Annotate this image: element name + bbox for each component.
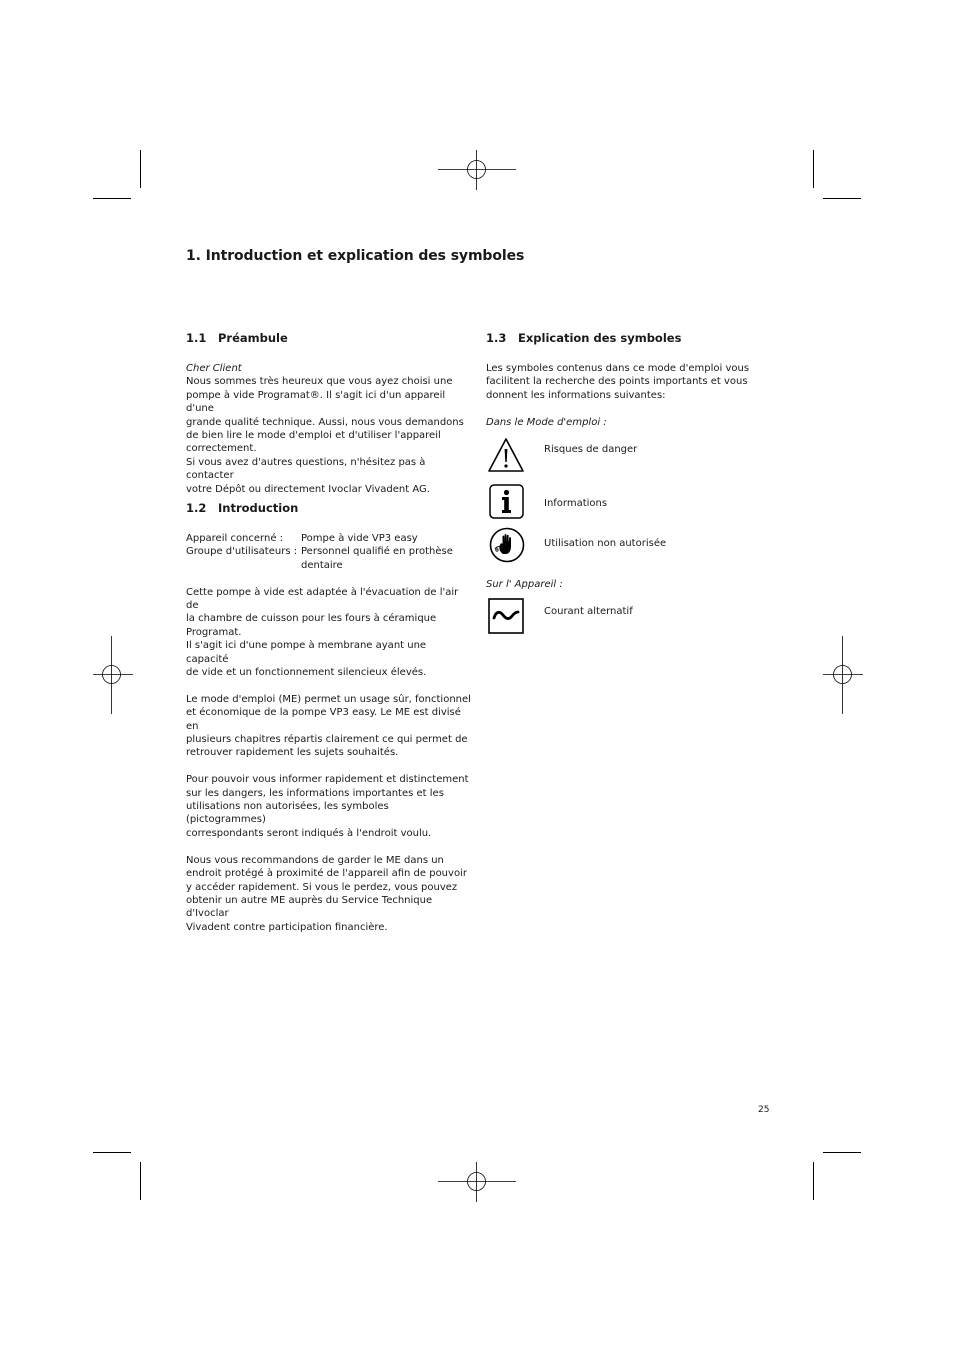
symbols-intro: Les symboles contenus dans ce mode d'emploi vous facilitent la recherche des points importants et vous donnent les informations suivantes:	[486, 363, 750, 401]
section-introduction	[186, 501, 471, 934]
spec-value: Pompe à vide VP3 easy	[301, 533, 418, 544]
section-number: 1.2	[186, 501, 207, 515]
preambule-body: Nous sommes très heureux que vous ayez choisi une pompe à vide Programat®. Il s'agit ici d'un appareil d'une grande qualité technique. Aussi, nous vous demandons de bien lire le mode d'emploi et d'utiliser l'appareil correctement. Si vous avez d'autres questions, n'hésitez pas à contacter votre Dépôt ou directement Ivoclar Vivadent AG.	[186, 376, 464, 495]
paragraph: Le mode d'emploi (ME) permet un usage sûr, fonctionnel et économique de la pompe VP3 easy. Le ME est divisé en plusieurs chapitres répartis clairement ce qui permet de retrouver rapidement les sujets souhaités.	[186, 693, 471, 759]
warning-triangle-icon	[487, 437, 525, 473]
registration-mark-top	[438, 150, 516, 190]
crop-mark	[823, 1152, 861, 1153]
spec-row	[186, 545, 471, 572]
registration-mark-right	[823, 636, 863, 714]
section-number: 1.3	[486, 331, 507, 345]
page-number: 25	[758, 1105, 770, 1115]
section-preambule	[186, 331, 471, 496]
crop-mark	[140, 1162, 141, 1200]
greeting: Cher Client	[186, 363, 242, 374]
spec-row	[186, 532, 471, 545]
section-number: 1.1	[186, 331, 207, 345]
symbol-label: Utilisation non autorisée	[544, 538, 667, 549]
registration-mark-bottom	[438, 1162, 516, 1202]
crop-mark	[93, 198, 131, 199]
section-symboles	[486, 331, 756, 429]
symbol-label: Informations	[544, 498, 608, 509]
paragraph: Pour pouvoir vous informer rapidement et distinctement sur les dangers, les informations importantes et les utilisations non autorisées, les symboles (pictogrammes) correspondants seront indiqués à l'endroit voulu.	[186, 774, 469, 839]
paragraph: Cette pompe à vide est adaptée à l'évacuation de l'air de la chambre de cuisson pour les fours à céramique Programat. Il s'agit ici d'une pompe à membrane ayant une capacité de vide et un fonctionnement silencieux élevés.	[186, 586, 459, 679]
section-title: Explication des symboles	[518, 331, 682, 345]
symbol-label: Risques de danger	[544, 444, 638, 455]
spec-value: Personnel qualifié en prothèse dentaire	[301, 546, 453, 571]
device-label: Sur l' Appareil :	[486, 579, 563, 590]
crop-mark	[140, 150, 141, 188]
info-icon	[489, 484, 524, 519]
symbol-label: Courant alternatif	[544, 606, 633, 617]
prohibited-hand-icon	[489, 527, 525, 563]
section-heading	[186, 331, 471, 345]
crop-mark	[93, 1152, 131, 1153]
crop-mark	[813, 1162, 814, 1200]
section-heading	[486, 331, 756, 345]
spec-list	[186, 532, 471, 572]
page-title: 1. Introduction et explication des symboles	[186, 248, 525, 264]
paragraph: Nous vous recommandons de garder le ME dans un endroit protégé à proximité de l'appareil afin de pouvoir y accéder rapidement. Si vous le perdez, vous pouvez obtenir un autre ME auprès du Service Technique d'Ivoclar Vivadent contre participation financière.	[186, 854, 467, 933]
section-title: Préambule	[218, 331, 288, 345]
spec-label: Appareil concerné :	[186, 533, 284, 544]
registration-mark-left	[93, 636, 133, 714]
spec-label: Groupe d'utilisateurs :	[186, 546, 298, 558]
section-title: Introduction	[218, 501, 299, 515]
manual-label: Dans le Mode d'emploi :	[486, 416, 607, 428]
crop-mark	[813, 150, 814, 188]
alternating-current-icon	[488, 598, 524, 634]
crop-mark	[823, 198, 861, 199]
section-heading	[186, 501, 471, 515]
